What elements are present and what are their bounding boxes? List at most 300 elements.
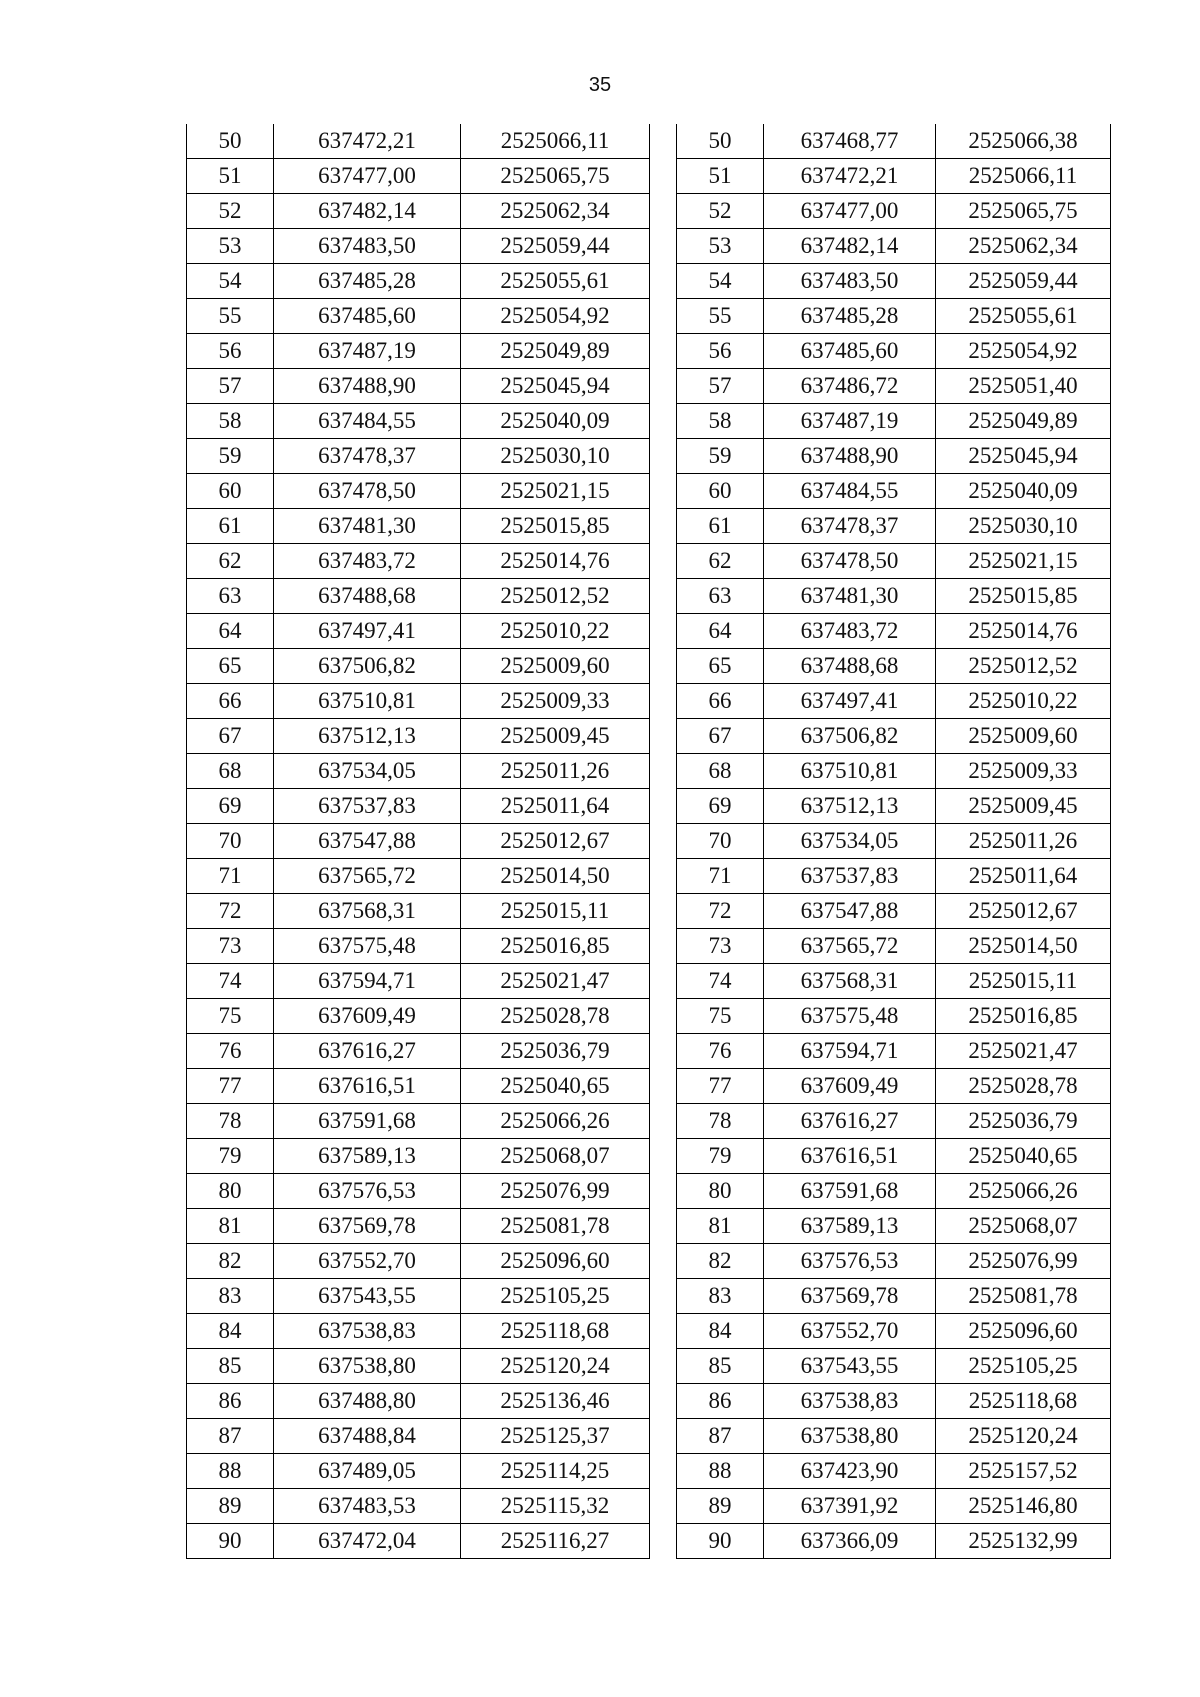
- table-row: [187, 474, 650, 509]
- table-row: [677, 684, 1111, 719]
- table-row: [187, 1209, 650, 1244]
- x-coordinate-cell: 637391,92: [764, 1489, 936, 1524]
- y-coordinate-cell: 2525010,22: [936, 684, 1111, 719]
- table-row: [187, 1524, 650, 1559]
- point-number-cell: 78: [187, 1104, 274, 1139]
- y-coordinate-cell: 2525118,68: [936, 1384, 1111, 1419]
- x-coordinate-cell: 637477,00: [274, 159, 461, 194]
- table-row: [677, 999, 1111, 1034]
- x-coordinate-cell: 637609,49: [764, 1069, 936, 1104]
- point-number-cell: 61: [677, 509, 764, 544]
- table-row: [677, 1279, 1111, 1314]
- x-coordinate-cell: 637488,90: [274, 369, 461, 404]
- y-coordinate-cell: 2525021,15: [461, 474, 650, 509]
- y-coordinate-cell: 2525066,26: [936, 1174, 1111, 1209]
- x-coordinate-cell: 637366,09: [764, 1524, 936, 1559]
- table-row: [187, 929, 650, 964]
- point-number-cell: 81: [677, 1209, 764, 1244]
- point-number-cell: 65: [677, 649, 764, 684]
- y-coordinate-cell: 2525132,99: [936, 1524, 1111, 1559]
- y-coordinate-cell: 2525015,85: [461, 509, 650, 544]
- y-coordinate-cell: 2525115,32: [461, 1489, 650, 1524]
- table-row: [677, 369, 1111, 404]
- point-number-cell: 66: [677, 684, 764, 719]
- table-row: [187, 789, 650, 824]
- table-row: [187, 1279, 650, 1314]
- table-row: [677, 1104, 1111, 1139]
- y-coordinate-cell: 2525015,85: [936, 579, 1111, 614]
- point-number-cell: 80: [677, 1174, 764, 1209]
- point-number-cell: 88: [677, 1454, 764, 1489]
- y-coordinate-cell: 2525065,75: [461, 159, 650, 194]
- point-number-cell: 82: [677, 1244, 764, 1279]
- table-row: [677, 1489, 1111, 1524]
- point-number-cell: 63: [677, 579, 764, 614]
- point-number-cell: 79: [187, 1139, 274, 1174]
- table-row: [677, 1034, 1111, 1069]
- coordinates-table-left: [186, 124, 650, 1559]
- y-coordinate-cell: 2525009,33: [936, 754, 1111, 789]
- y-coordinate-cell: 2525051,40: [936, 369, 1111, 404]
- table-row: [187, 194, 650, 229]
- x-coordinate-cell: 637472,21: [764, 159, 936, 194]
- table-row: [187, 229, 650, 264]
- y-coordinate-cell: 2525021,47: [936, 1034, 1111, 1069]
- table-row: [187, 439, 650, 474]
- point-number-cell: 89: [187, 1489, 274, 1524]
- table-row: [677, 824, 1111, 859]
- y-coordinate-cell: 2525055,61: [461, 264, 650, 299]
- x-coordinate-cell: 637481,30: [274, 509, 461, 544]
- x-coordinate-cell: 637616,51: [764, 1139, 936, 1174]
- point-number-cell: 76: [187, 1034, 274, 1069]
- x-coordinate-cell: 637609,49: [274, 999, 461, 1034]
- x-coordinate-cell: 637485,28: [274, 264, 461, 299]
- point-number-cell: 90: [187, 1524, 274, 1559]
- x-coordinate-cell: 637487,19: [274, 334, 461, 369]
- table-row: [677, 229, 1111, 264]
- y-coordinate-cell: 2525066,38: [936, 124, 1111, 159]
- table-row: [677, 124, 1111, 159]
- y-coordinate-cell: 2525040,09: [936, 474, 1111, 509]
- y-coordinate-cell: 2525049,89: [936, 404, 1111, 439]
- y-coordinate-cell: 2525040,65: [461, 1069, 650, 1104]
- table-row: [187, 1419, 650, 1454]
- x-coordinate-cell: 637478,37: [764, 509, 936, 544]
- point-number-cell: 80: [187, 1174, 274, 1209]
- point-number-cell: 89: [677, 1489, 764, 1524]
- x-coordinate-cell: 637483,72: [274, 544, 461, 579]
- y-coordinate-cell: 2525009,45: [936, 789, 1111, 824]
- y-coordinate-cell: 2525014,50: [461, 859, 650, 894]
- y-coordinate-cell: 2525012,67: [936, 894, 1111, 929]
- coordinates-table-left-body: [187, 124, 650, 1559]
- point-number-cell: 79: [677, 1139, 764, 1174]
- table-row: [677, 894, 1111, 929]
- point-number-cell: 83: [677, 1279, 764, 1314]
- x-coordinate-cell: 637484,55: [274, 404, 461, 439]
- y-coordinate-cell: 2525059,44: [936, 264, 1111, 299]
- x-coordinate-cell: 637483,72: [764, 614, 936, 649]
- table-row: [677, 1244, 1111, 1279]
- table-row: [677, 334, 1111, 369]
- point-number-cell: 67: [187, 719, 274, 754]
- table-row: [677, 614, 1111, 649]
- table-row: [187, 719, 650, 754]
- x-coordinate-cell: 637481,30: [764, 579, 936, 614]
- y-coordinate-cell: 2525009,60: [461, 649, 650, 684]
- table-row: [677, 264, 1111, 299]
- y-coordinate-cell: 2525120,24: [936, 1419, 1111, 1454]
- x-coordinate-cell: 637487,19: [764, 404, 936, 439]
- point-number-cell: 50: [187, 124, 274, 159]
- x-coordinate-cell: 637485,28: [764, 299, 936, 334]
- x-coordinate-cell: 637616,27: [764, 1104, 936, 1139]
- table-row: [677, 1139, 1111, 1174]
- point-number-cell: 60: [187, 474, 274, 509]
- point-number-cell: 64: [187, 614, 274, 649]
- y-coordinate-cell: 2525136,46: [461, 1384, 650, 1419]
- x-coordinate-cell: 637565,72: [764, 929, 936, 964]
- y-coordinate-cell: 2525040,09: [461, 404, 650, 439]
- x-coordinate-cell: 637552,70: [274, 1244, 461, 1279]
- x-coordinate-cell: 637472,04: [274, 1524, 461, 1559]
- point-number-cell: 51: [187, 159, 274, 194]
- table-row: [187, 859, 650, 894]
- x-coordinate-cell: 637576,53: [274, 1174, 461, 1209]
- page-number: 35: [588, 74, 612, 96]
- point-number-cell: 78: [677, 1104, 764, 1139]
- y-coordinate-cell: 2525076,99: [936, 1244, 1111, 1279]
- x-coordinate-cell: 637423,90: [764, 1454, 936, 1489]
- x-coordinate-cell: 637589,13: [764, 1209, 936, 1244]
- x-coordinate-cell: 637537,83: [274, 789, 461, 824]
- point-number-cell: 58: [187, 404, 274, 439]
- y-coordinate-cell: 2525012,52: [461, 579, 650, 614]
- x-coordinate-cell: 637489,05: [274, 1454, 461, 1489]
- y-coordinate-cell: 2525014,76: [461, 544, 650, 579]
- point-number-cell: 63: [187, 579, 274, 614]
- table-row: [187, 649, 650, 684]
- table-row: [677, 1314, 1111, 1349]
- point-number-cell: 87: [187, 1419, 274, 1454]
- point-number-cell: 72: [677, 894, 764, 929]
- x-coordinate-cell: 637484,55: [764, 474, 936, 509]
- table-row: [187, 1489, 650, 1524]
- x-coordinate-cell: 637575,48: [274, 929, 461, 964]
- point-number-cell: 72: [187, 894, 274, 929]
- point-number-cell: 62: [677, 544, 764, 579]
- point-number-cell: 61: [187, 509, 274, 544]
- x-coordinate-cell: 637478,50: [274, 474, 461, 509]
- table-row: [677, 929, 1111, 964]
- y-coordinate-cell: 2525009,60: [936, 719, 1111, 754]
- y-coordinate-cell: 2525009,33: [461, 684, 650, 719]
- table-row: [187, 1139, 650, 1174]
- table-row: [187, 334, 650, 369]
- y-coordinate-cell: 2525062,34: [936, 229, 1111, 264]
- point-number-cell: 74: [187, 964, 274, 999]
- table-row: [677, 789, 1111, 824]
- table-row: [677, 579, 1111, 614]
- y-coordinate-cell: 2525012,67: [461, 824, 650, 859]
- table-row: [187, 404, 650, 439]
- point-number-cell: 85: [677, 1349, 764, 1384]
- y-coordinate-cell: 2525081,78: [461, 1209, 650, 1244]
- x-coordinate-cell: 637488,80: [274, 1384, 461, 1419]
- point-number-cell: 50: [677, 124, 764, 159]
- table-row: [187, 124, 650, 159]
- point-number-cell: 55: [677, 299, 764, 334]
- y-coordinate-cell: 2525076,99: [461, 1174, 650, 1209]
- point-number-cell: 83: [187, 1279, 274, 1314]
- x-coordinate-cell: 637538,80: [764, 1419, 936, 1454]
- x-coordinate-cell: 637478,50: [764, 544, 936, 579]
- y-coordinate-cell: 2525016,85: [936, 999, 1111, 1034]
- table-row: [677, 439, 1111, 474]
- x-coordinate-cell: 637483,50: [274, 229, 461, 264]
- x-coordinate-cell: 637534,05: [274, 754, 461, 789]
- y-coordinate-cell: 2525045,94: [936, 439, 1111, 474]
- x-coordinate-cell: 637534,05: [764, 824, 936, 859]
- x-coordinate-cell: 637565,72: [274, 859, 461, 894]
- point-number-cell: 59: [677, 439, 764, 474]
- x-coordinate-cell: 637512,13: [764, 789, 936, 824]
- point-number-cell: 69: [187, 789, 274, 824]
- point-number-cell: 87: [677, 1419, 764, 1454]
- point-number-cell: 64: [677, 614, 764, 649]
- y-coordinate-cell: 2525011,26: [461, 754, 650, 789]
- point-number-cell: 58: [677, 404, 764, 439]
- point-number-cell: 57: [677, 369, 764, 404]
- y-coordinate-cell: 2525059,44: [461, 229, 650, 264]
- table-row: [677, 1419, 1111, 1454]
- x-coordinate-cell: 637594,71: [274, 964, 461, 999]
- x-coordinate-cell: 637510,81: [764, 754, 936, 789]
- table-row: [187, 1454, 650, 1489]
- x-coordinate-cell: 637478,37: [274, 439, 461, 474]
- point-number-cell: 88: [187, 1454, 274, 1489]
- y-coordinate-cell: 2525120,24: [461, 1349, 650, 1384]
- y-coordinate-cell: 2525118,68: [461, 1314, 650, 1349]
- y-coordinate-cell: 2525009,45: [461, 719, 650, 754]
- y-coordinate-cell: 2525014,50: [936, 929, 1111, 964]
- y-coordinate-cell: 2525146,80: [936, 1489, 1111, 1524]
- y-coordinate-cell: 2525157,52: [936, 1454, 1111, 1489]
- x-coordinate-cell: 637477,00: [764, 194, 936, 229]
- table-row: [187, 1314, 650, 1349]
- y-coordinate-cell: 2525125,37: [461, 1419, 650, 1454]
- point-number-cell: 70: [187, 824, 274, 859]
- x-coordinate-cell: 637538,80: [274, 1349, 461, 1384]
- x-coordinate-cell: 637543,55: [274, 1279, 461, 1314]
- y-coordinate-cell: 2525045,94: [461, 369, 650, 404]
- x-coordinate-cell: 637537,83: [764, 859, 936, 894]
- point-number-cell: 57: [187, 369, 274, 404]
- x-coordinate-cell: 637472,21: [274, 124, 461, 159]
- point-number-cell: 82: [187, 1244, 274, 1279]
- x-coordinate-cell: 637488,84: [274, 1419, 461, 1454]
- table-row: [187, 1244, 650, 1279]
- y-coordinate-cell: 2525114,25: [461, 1454, 650, 1489]
- table-row: [187, 614, 650, 649]
- x-coordinate-cell: 637591,68: [764, 1174, 936, 1209]
- point-number-cell: 90: [677, 1524, 764, 1559]
- table-row: [677, 649, 1111, 684]
- point-number-cell: 51: [677, 159, 764, 194]
- x-coordinate-cell: 637512,13: [274, 719, 461, 754]
- table-row: [677, 859, 1111, 894]
- point-number-cell: 71: [187, 859, 274, 894]
- x-coordinate-cell: 637485,60: [764, 334, 936, 369]
- y-coordinate-cell: 2525081,78: [936, 1279, 1111, 1314]
- table-row: [677, 299, 1111, 334]
- y-coordinate-cell: 2525016,85: [461, 929, 650, 964]
- y-coordinate-cell: 2525055,61: [936, 299, 1111, 334]
- table-row: [187, 824, 650, 859]
- table-row: [677, 1454, 1111, 1489]
- point-number-cell: 52: [677, 194, 764, 229]
- table-row: [187, 754, 650, 789]
- point-number-cell: 62: [187, 544, 274, 579]
- table-row: [677, 719, 1111, 754]
- x-coordinate-cell: 637482,14: [764, 229, 936, 264]
- table-row: [187, 1034, 650, 1069]
- y-coordinate-cell: 2525036,79: [936, 1104, 1111, 1139]
- point-number-cell: 53: [677, 229, 764, 264]
- point-number-cell: 53: [187, 229, 274, 264]
- point-number-cell: 70: [677, 824, 764, 859]
- x-coordinate-cell: 637552,70: [764, 1314, 936, 1349]
- y-coordinate-cell: 2525040,65: [936, 1139, 1111, 1174]
- y-coordinate-cell: 2525015,11: [936, 964, 1111, 999]
- coordinates-table-right-body: [677, 124, 1111, 1559]
- table-row: [187, 1384, 650, 1419]
- x-coordinate-cell: 637569,78: [764, 1279, 936, 1314]
- point-number-cell: 68: [677, 754, 764, 789]
- point-number-cell: 59: [187, 439, 274, 474]
- point-number-cell: 77: [677, 1069, 764, 1104]
- point-number-cell: 76: [677, 1034, 764, 1069]
- x-coordinate-cell: 637486,72: [764, 369, 936, 404]
- point-number-cell: 66: [187, 684, 274, 719]
- table-row: [677, 1209, 1111, 1244]
- y-coordinate-cell: 2525011,64: [936, 859, 1111, 894]
- y-coordinate-cell: 2525011,64: [461, 789, 650, 824]
- y-coordinate-cell: 2525096,60: [936, 1314, 1111, 1349]
- y-coordinate-cell: 2525028,78: [936, 1069, 1111, 1104]
- y-coordinate-cell: 2525116,27: [461, 1524, 650, 1559]
- point-number-cell: 68: [187, 754, 274, 789]
- table-row: [187, 964, 650, 999]
- x-coordinate-cell: 637468,77: [764, 124, 936, 159]
- table-row: [187, 264, 650, 299]
- table-row: [677, 964, 1111, 999]
- point-number-cell: 56: [677, 334, 764, 369]
- point-number-cell: 54: [677, 264, 764, 299]
- x-coordinate-cell: 637506,82: [764, 719, 936, 754]
- point-number-cell: 67: [677, 719, 764, 754]
- table-row: [677, 159, 1111, 194]
- y-coordinate-cell: 2525028,78: [461, 999, 650, 1034]
- table-row: [677, 544, 1111, 579]
- point-number-cell: 55: [187, 299, 274, 334]
- table-row: [677, 509, 1111, 544]
- table-row: [187, 894, 650, 929]
- y-coordinate-cell: 2525066,26: [461, 1104, 650, 1139]
- x-coordinate-cell: 637575,48: [764, 999, 936, 1034]
- table-row: [677, 754, 1111, 789]
- table-row: [187, 1069, 650, 1104]
- y-coordinate-cell: 2525054,92: [461, 299, 650, 334]
- table-row: [187, 509, 650, 544]
- table-row: [187, 1349, 650, 1384]
- point-number-cell: 69: [677, 789, 764, 824]
- table-row: [187, 544, 650, 579]
- x-coordinate-cell: 637543,55: [764, 1349, 936, 1384]
- y-coordinate-cell: 2525030,10: [461, 439, 650, 474]
- x-coordinate-cell: 637488,68: [764, 649, 936, 684]
- point-number-cell: 77: [187, 1069, 274, 1104]
- coordinates-table-right: [676, 124, 1111, 1559]
- y-coordinate-cell: 2525014,76: [936, 614, 1111, 649]
- x-coordinate-cell: 637547,88: [764, 894, 936, 929]
- y-coordinate-cell: 2525105,25: [936, 1349, 1111, 1384]
- x-coordinate-cell: 637482,14: [274, 194, 461, 229]
- point-number-cell: 86: [677, 1384, 764, 1419]
- table-row: [187, 579, 650, 614]
- y-coordinate-cell: 2525068,07: [461, 1139, 650, 1174]
- y-coordinate-cell: 2525065,75: [936, 194, 1111, 229]
- y-coordinate-cell: 2525021,47: [461, 964, 650, 999]
- table-row: [677, 194, 1111, 229]
- point-number-cell: 60: [677, 474, 764, 509]
- x-coordinate-cell: 637488,68: [274, 579, 461, 614]
- x-coordinate-cell: 637591,68: [274, 1104, 461, 1139]
- point-number-cell: 81: [187, 1209, 274, 1244]
- point-number-cell: 52: [187, 194, 274, 229]
- table-row: [187, 299, 650, 334]
- table-row: [677, 1069, 1111, 1104]
- point-number-cell: 73: [677, 929, 764, 964]
- y-coordinate-cell: 2525066,11: [461, 124, 650, 159]
- x-coordinate-cell: 637616,27: [274, 1034, 461, 1069]
- y-coordinate-cell: 2525049,89: [461, 334, 650, 369]
- x-coordinate-cell: 637485,60: [274, 299, 461, 334]
- table-row: [677, 404, 1111, 439]
- y-coordinate-cell: 2525010,22: [461, 614, 650, 649]
- x-coordinate-cell: 637538,83: [274, 1314, 461, 1349]
- x-coordinate-cell: 637576,53: [764, 1244, 936, 1279]
- table-row: [187, 1174, 650, 1209]
- table-row: [677, 1384, 1111, 1419]
- point-number-cell: 65: [187, 649, 274, 684]
- y-coordinate-cell: 2525096,60: [461, 1244, 650, 1279]
- y-coordinate-cell: 2525036,79: [461, 1034, 650, 1069]
- point-number-cell: 84: [187, 1314, 274, 1349]
- table-row: [677, 1349, 1111, 1384]
- point-number-cell: 86: [187, 1384, 274, 1419]
- x-coordinate-cell: 637594,71: [764, 1034, 936, 1069]
- y-coordinate-cell: 2525105,25: [461, 1279, 650, 1314]
- y-coordinate-cell: 2525054,92: [936, 334, 1111, 369]
- table-row: [677, 474, 1111, 509]
- x-coordinate-cell: 637538,83: [764, 1384, 936, 1419]
- point-number-cell: 85: [187, 1349, 274, 1384]
- x-coordinate-cell: 637483,50: [764, 264, 936, 299]
- point-number-cell: 75: [187, 999, 274, 1034]
- y-coordinate-cell: 2525015,11: [461, 894, 650, 929]
